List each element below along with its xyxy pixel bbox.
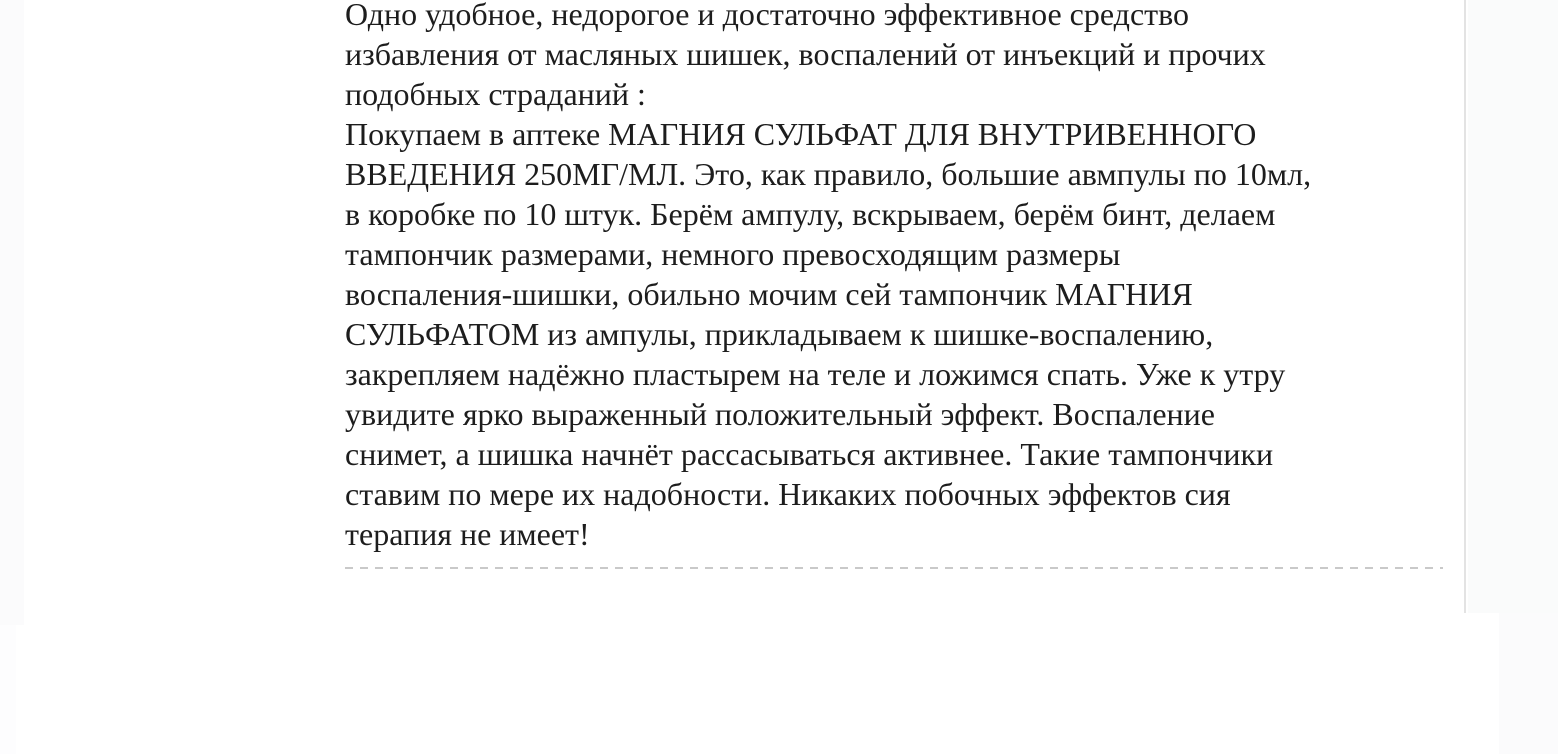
dashed-divider [345, 567, 1443, 569]
post-text-line: увидите ярко выраженный положительный эффект. Воспаление [345, 396, 1215, 432]
post-text-line: терапия не имеет! [345, 516, 590, 552]
right-page-background [1468, 0, 1558, 613]
post-text-line: снимет, а шишка начнёт рассасываться активнее. Такие тампончики [345, 436, 1274, 472]
post-text-line: воспаления-шишки, обильно мочим сей тампончик МАГНИЯ [345, 276, 1193, 312]
post-text-line: Одно удобное, недорогое и достаточно эффективное средство [345, 0, 1190, 32]
post-text-line: СУЛЬФАТОМ из ампулы, прикладываем к шишке-воспалению, [345, 316, 1214, 352]
left-page-gutter [0, 0, 24, 625]
post-text-line: Покупаем в аптеке МАГНИЯ СУЛЬФАТ ДЛЯ ВНУТРИВЕННОГО [345, 116, 1257, 152]
post-text-line: подобных страданий : [345, 76, 646, 112]
post-text-line: избавления от масляных шишек, воспалений от инъекций и прочих [345, 36, 1266, 72]
post-body-text [345, 0, 1467, 554]
left-page-gutter-lower [0, 625, 16, 754]
post-text-line: ВВЕДЕНИЯ 250МГ/МЛ. Это, как правило, большие авмпулы по 10мл, [345, 156, 1312, 192]
post-text-line: ставим по мере их надобности. Никаких побочных эффектов сия [345, 476, 1231, 512]
post-text-line: в коробке по 10 штук. Берём ампулу, вскрываем, берём бинт, делаем [345, 196, 1276, 232]
bottom-right-page-background [1499, 613, 1558, 754]
post-text-line: закрепляем надёжно пластырем на теле и ложимся спать. Уже к утру [345, 356, 1286, 392]
post-text-line: тампончик размерами, немного превосходящим размеры [345, 236, 1121, 272]
post-content-card [24, 0, 1466, 613]
